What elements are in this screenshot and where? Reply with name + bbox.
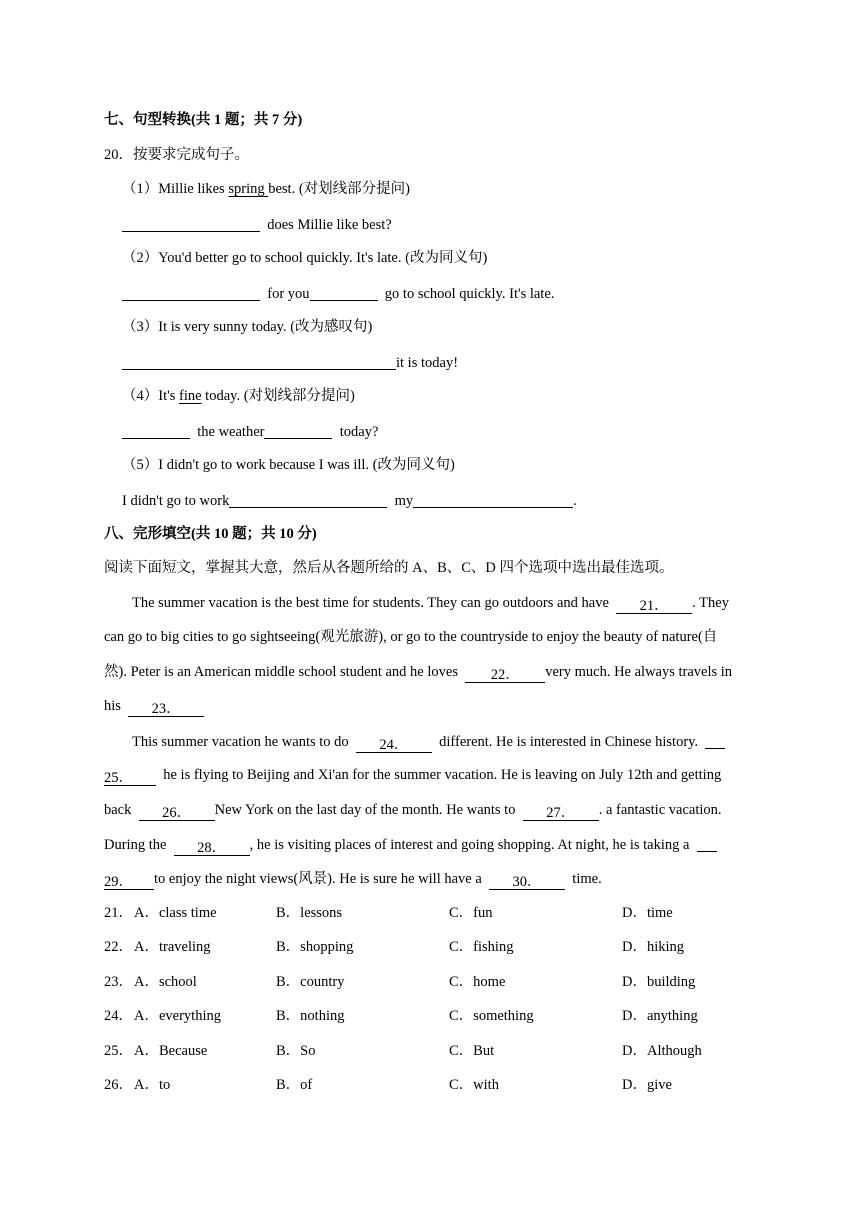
option-number: 24． (104, 1008, 133, 1024)
answer-text: does Millie like best? (267, 217, 392, 233)
option-d[interactable]: D．building (622, 974, 696, 990)
passage-text: . They (692, 595, 729, 611)
item-label: （2） (122, 250, 159, 266)
passage-text: time. (572, 871, 602, 887)
passage-text: he is flying to Beijing and Xi'an for the summer vacation. He is leaving on July 12th and getting (163, 767, 722, 783)
option-b[interactable]: B．lessons (276, 905, 343, 921)
option-number: 23． (104, 974, 133, 990)
option-row-22 (104, 940, 804, 958)
answer-text: go to school quickly. It's late. (384, 286, 555, 302)
option-b[interactable]: B．nothing (276, 1008, 345, 1024)
answer-blank[interactable] (310, 286, 378, 301)
option-d[interactable]: D．Although (622, 1043, 702, 1059)
cloze-blank-26[interactable]: 26． (139, 806, 215, 821)
question-text: 按要求完成句子。 (133, 147, 249, 163)
cloze-blank-22[interactable]: 22． (465, 668, 545, 683)
passage-line (104, 872, 602, 890)
section-8-instruction: 阅读下面短文，掌握其大意，然后从各题所给的 A、B、C、D 四个选项中选出最佳选项。 (104, 560, 674, 576)
option-number: 26． (104, 1077, 133, 1093)
passage-text: The summer vacation is the best time for students. They can go outdoors and have (132, 595, 609, 611)
option-row-21 (104, 906, 804, 924)
option-c[interactable]: C．But (449, 1043, 495, 1059)
question-20 (104, 148, 249, 163)
question-number: 20． (104, 147, 133, 163)
cloze-blank-27[interactable]: 27． (523, 806, 599, 821)
underlined-word: fine (179, 388, 202, 404)
option-b[interactable]: B．So (276, 1043, 316, 1059)
item-text: It's (158, 388, 179, 404)
passage-text: back (104, 802, 132, 818)
option-d[interactable]: D．anything (622, 1008, 698, 1024)
option-number: 21． (104, 905, 133, 921)
answer-text: I didn't go to work (122, 493, 230, 509)
passage-text: , he is visiting places of interest and going shopping. At night, he is taking a (249, 837, 690, 853)
underlined-word: spring (228, 181, 269, 197)
option-a[interactable]: A．to (134, 1077, 171, 1093)
option-a[interactable]: A．class time (134, 905, 217, 921)
cloze-blank-23[interactable]: 23． (128, 702, 204, 717)
item-text: It is very sunny today. (改为感叹句) (158, 319, 373, 335)
option-d[interactable]: D．give (622, 1077, 672, 1093)
passage-text: 然). Peter is an American middle school student and he loves (104, 664, 458, 680)
cloze-blank-25-start[interactable] (705, 734, 725, 749)
option-number: 25． (104, 1043, 133, 1059)
passage-line (132, 596, 729, 614)
option-b[interactable]: B．of (276, 1077, 313, 1093)
passage-text: This summer vacation he wants to do (132, 734, 349, 750)
cloze-blank-25[interactable]: 25． (104, 771, 156, 786)
item-label: （5） (122, 457, 159, 473)
item-1-answer (122, 217, 392, 233)
option-row-25 (104, 1044, 804, 1062)
passage-line (104, 803, 722, 821)
section-8-title: 八、完形填空(共 10 题；共 10 分) (104, 526, 317, 542)
answer-blank[interactable] (229, 493, 387, 508)
option-b[interactable]: B．shopping (276, 939, 354, 955)
option-row-24 (104, 1009, 804, 1027)
option-a[interactable]: A．traveling (134, 939, 211, 955)
answer-text: my (394, 493, 414, 509)
option-d[interactable]: D．hiking (622, 939, 685, 955)
option-b[interactable]: B．country (276, 974, 345, 990)
item-text: You'd better go to school quickly. It's late. (改为同义句) (158, 250, 488, 266)
passage-text: During the (104, 837, 167, 853)
option-c[interactable]: C．fishing (449, 939, 514, 955)
item-4-prompt (122, 389, 355, 404)
option-c[interactable]: C．something (449, 1008, 534, 1024)
item-label: （3） (122, 319, 159, 335)
option-number: 22． (104, 939, 133, 955)
item-text: today. (对划线部分提问) (201, 388, 355, 404)
option-row-26 (104, 1078, 804, 1096)
option-a[interactable]: A．everything (134, 1008, 221, 1024)
answer-text: for you (267, 286, 310, 302)
answer-blank[interactable] (122, 286, 260, 301)
answer-blank[interactable] (122, 424, 190, 439)
item-label: （1） (122, 181, 159, 197)
cloze-blank-24[interactable]: 24． (356, 738, 432, 753)
option-row-23 (104, 975, 804, 993)
answer-text: the weather (197, 424, 265, 440)
answer-text: today? (339, 424, 379, 440)
passage-line (104, 665, 732, 683)
passage-text: to enjoy the night views(风景). He is sure he will have a (154, 871, 482, 887)
answer-blank[interactable] (264, 424, 332, 439)
passage-text: New York on the last day of the month. He wants to (214, 802, 516, 818)
passage-line: can go to big cities to go sightseeing(观光旅游), or go to the countryside to enjoy the beauty of nature(自 (104, 629, 718, 645)
section-7-title: 七、句型转换(共 1 题；共 7 分) (104, 112, 303, 128)
item-3-prompt (122, 320, 372, 335)
cloze-blank-29-start[interactable] (697, 837, 717, 852)
passage-text: very much. He always travels in (545, 664, 733, 680)
passage-text: his (104, 698, 121, 714)
option-a[interactable]: A．Because (134, 1043, 208, 1059)
passage-text: different. He is interested in Chinese history. (439, 734, 699, 750)
item-text: Millie likes (158, 181, 229, 197)
passage-line (104, 768, 721, 786)
option-d[interactable]: D．time (622, 905, 673, 921)
item-text: best. (对划线部分提问) (268, 181, 410, 197)
cloze-blank-29[interactable]: 29． (104, 875, 154, 890)
item-5-prompt (122, 458, 455, 473)
cloze-blank-30[interactable]: 30． (489, 875, 565, 890)
passage-line (104, 837, 717, 856)
answer-blank[interactable] (122, 355, 396, 370)
item-1-prompt (122, 182, 410, 197)
answer-blank[interactable] (122, 217, 260, 232)
item-4-answer (122, 424, 378, 440)
passage-line (104, 699, 204, 717)
option-a[interactable]: A．school (134, 974, 197, 990)
option-c[interactable]: C．fun (449, 905, 493, 921)
answer-text: it is today! (396, 355, 459, 371)
cloze-blank-21[interactable]: 21． (616, 599, 692, 614)
item-2-prompt (122, 251, 487, 266)
answer-blank[interactable] (413, 493, 573, 508)
item-3-answer (122, 355, 458, 371)
option-c[interactable]: C．home (449, 974, 506, 990)
answer-text: . (573, 493, 577, 509)
option-c[interactable]: C．with (449, 1077, 499, 1093)
cloze-blank-28[interactable]: 28． (174, 841, 250, 856)
item-label: （4） (122, 388, 159, 404)
item-5-answer (122, 493, 577, 509)
passage-text: . a fantastic vacation. (598, 802, 722, 818)
item-2-answer (122, 286, 554, 302)
passage-line (132, 734, 725, 753)
item-text: I didn't go to work because I was ill. (改为同义句) (158, 457, 455, 473)
